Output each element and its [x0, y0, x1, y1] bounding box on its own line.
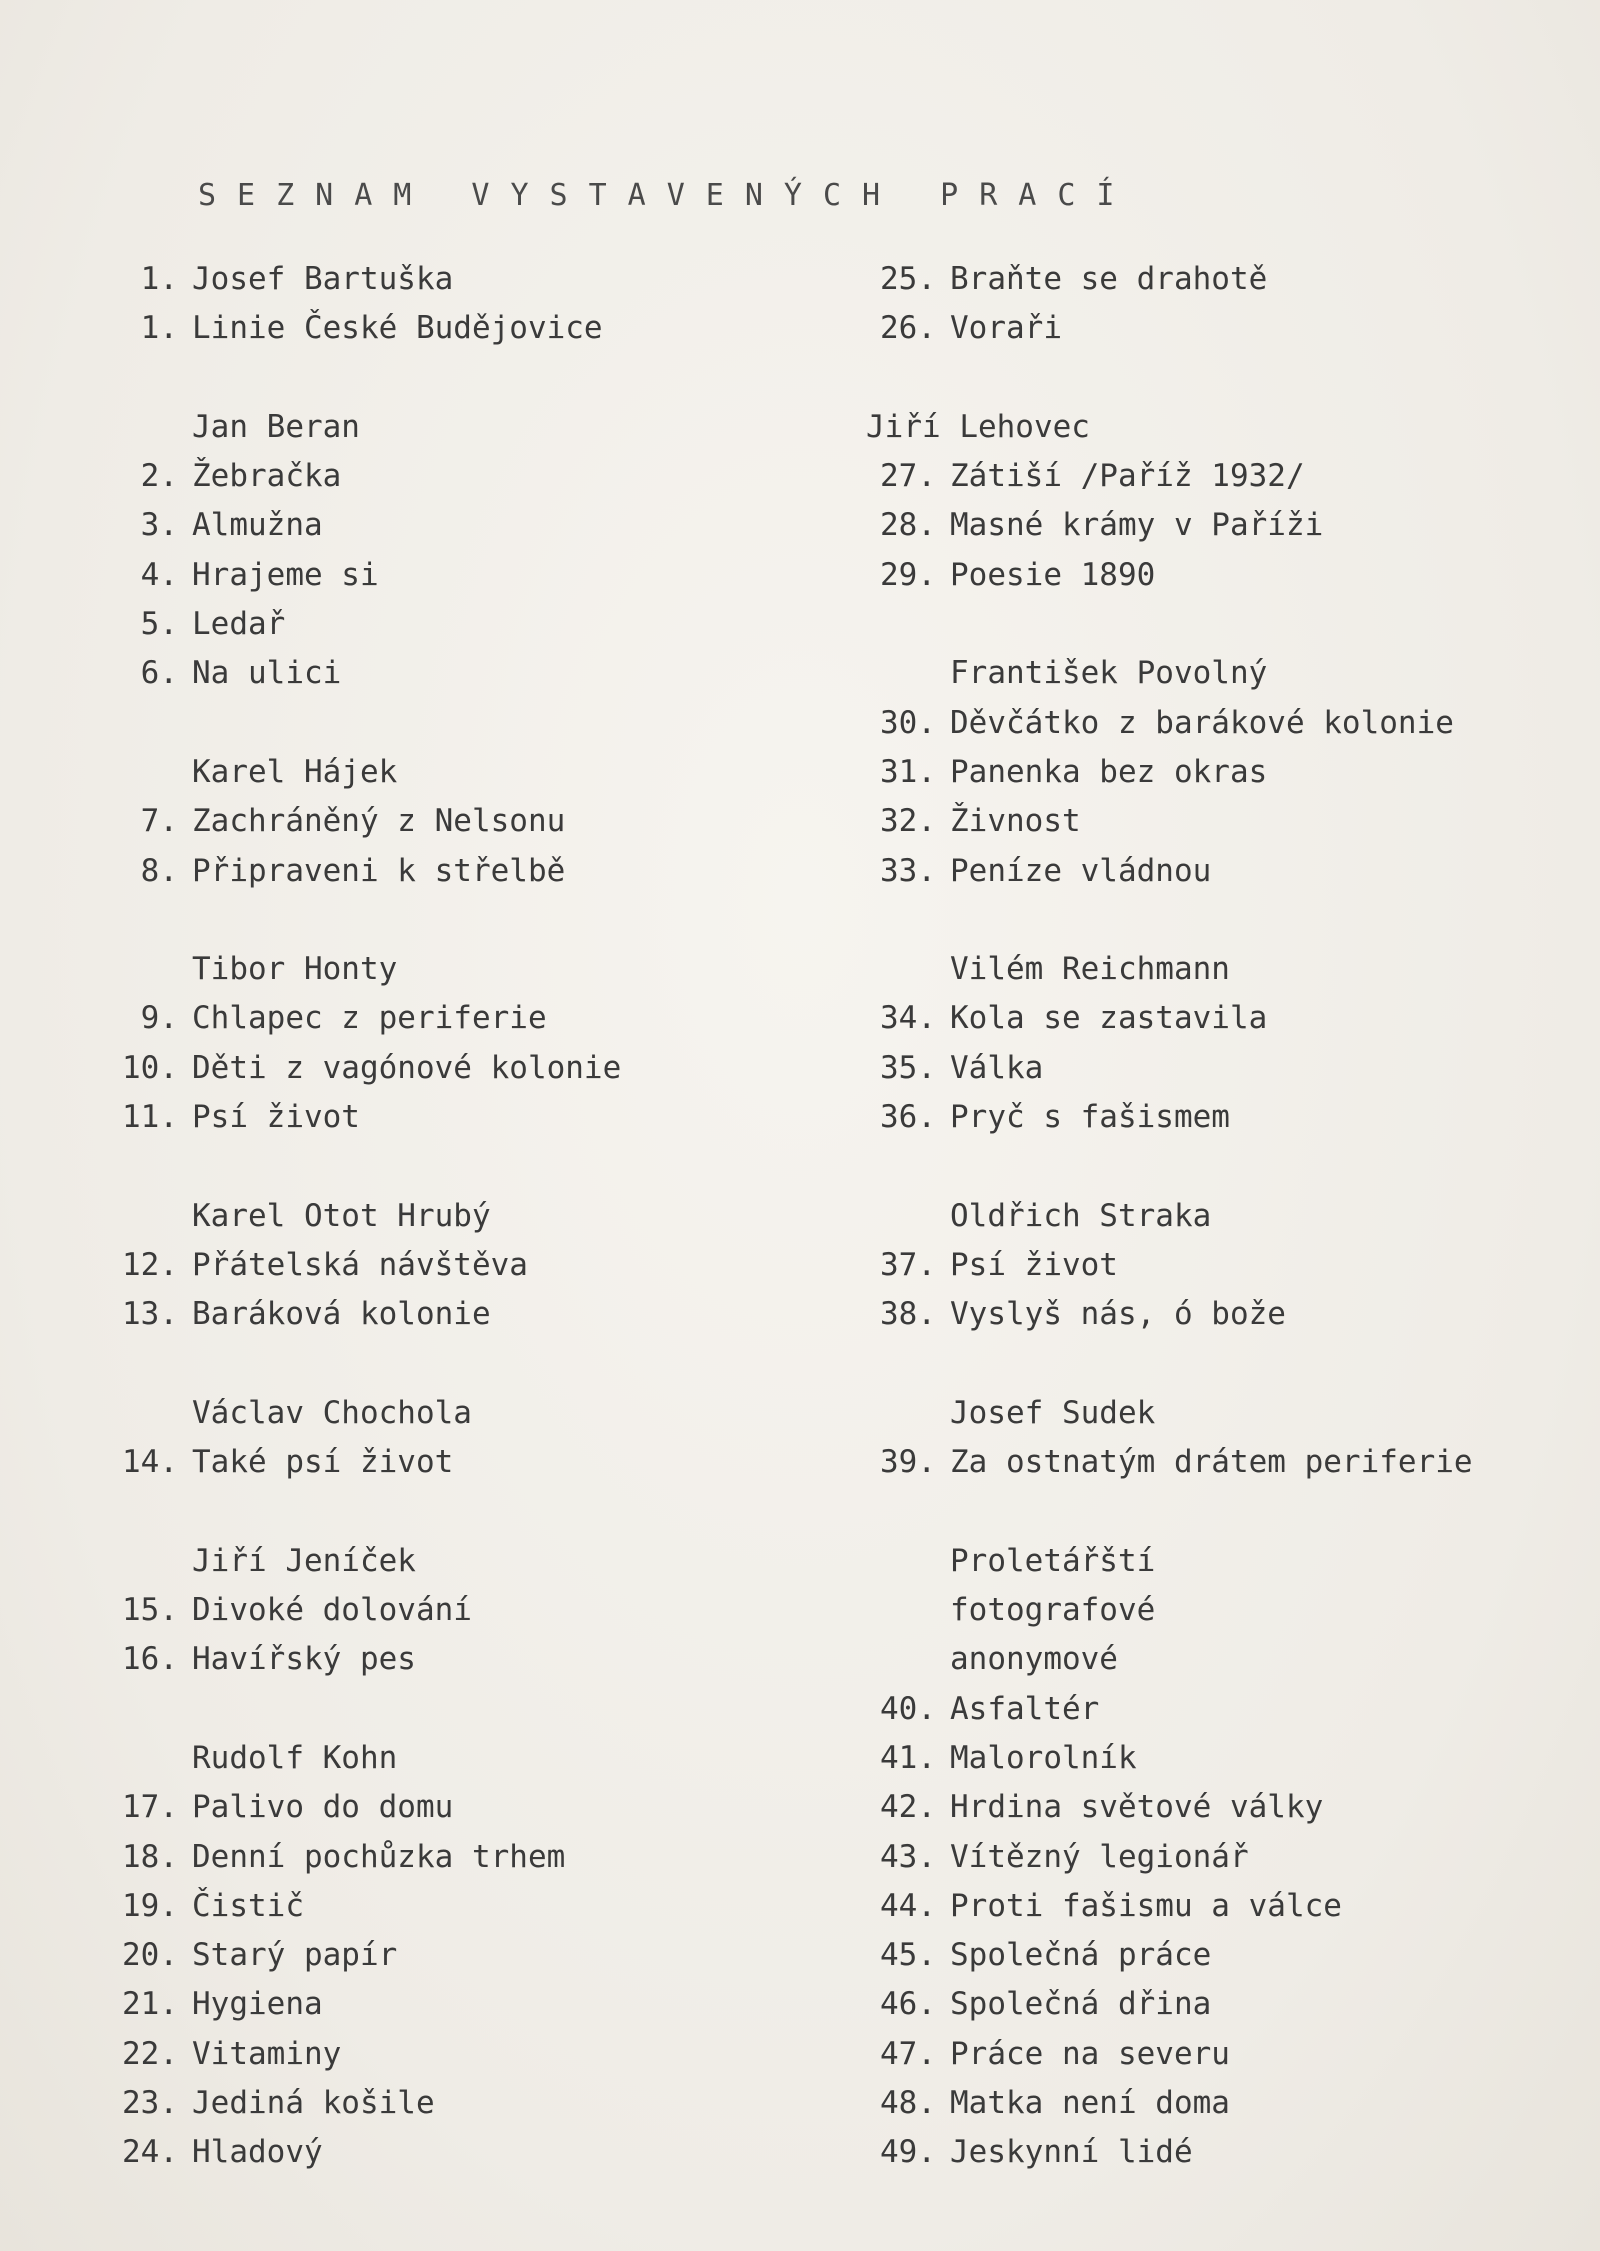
work-title: Voraři	[950, 310, 1062, 347]
spacer	[846, 354, 1566, 403]
author-name: Karel Hájek	[192, 753, 398, 790]
work-title: Hrajeme si	[192, 556, 379, 593]
spacer	[88, 699, 788, 748]
work-title: Poesie 1890	[950, 556, 1156, 593]
work-entry	[846, 1833, 1566, 1882]
entry-number: 24.	[122, 2134, 178, 2171]
author-name-line	[88, 255, 788, 304]
entry-number: 41.	[880, 1739, 936, 1776]
work-title: Hygiena	[192, 1986, 323, 2023]
author-name-line	[88, 1734, 788, 1783]
work-entry	[846, 1044, 1566, 1093]
entry-number: 23.	[122, 2084, 178, 2121]
entry-number: 34.	[880, 1000, 936, 1037]
work-entry	[846, 452, 1566, 501]
work-title: Hrdina světové války	[950, 1789, 1324, 1826]
work-entry	[88, 1783, 788, 1832]
work-title: Přátelská návštěva	[192, 1246, 528, 1283]
entry-number: 2.	[140, 458, 178, 495]
entry-number: 38.	[880, 1296, 936, 1333]
author-name: Josef Bartuška	[192, 261, 454, 297]
work-title: Proti fašismu a válce	[950, 1887, 1342, 1924]
work-entry	[846, 847, 1566, 896]
entry-number: 11.	[122, 1099, 178, 1136]
author-name: František Povolný	[950, 655, 1268, 692]
entry-number: 10.	[122, 1049, 178, 1086]
work-title: Peníze vládnou	[950, 852, 1212, 889]
entry-number: 21.	[122, 1986, 178, 2023]
work-title: Psí život	[192, 1099, 360, 1136]
author-name: Josef Sudek	[950, 1394, 1156, 1431]
work-title: Braňte se drahotě	[950, 261, 1268, 297]
author-name-line	[846, 1389, 1566, 1438]
work-entry	[846, 1882, 1566, 1931]
work-entry	[846, 2030, 1566, 2079]
entry-number: 6.	[140, 655, 178, 692]
author-name-line	[846, 403, 1566, 452]
work-title: Také psí život	[192, 1444, 454, 1481]
work-entry	[88, 1044, 788, 1093]
work-title: Malorolník	[950, 1739, 1137, 1776]
work-title: Společná dřina	[950, 1986, 1212, 2023]
entry-number: 49.	[880, 2134, 936, 2171]
work-entry	[846, 1241, 1566, 1290]
entry-number: 28.	[880, 507, 936, 544]
entry-number: 16.	[122, 1641, 178, 1678]
spacer	[88, 1142, 788, 1191]
author-name-line	[88, 748, 788, 797]
author-name-line	[846, 1635, 1566, 1684]
work-entry	[88, 1882, 788, 1931]
work-title: Živnost	[950, 803, 1081, 840]
work-entry	[846, 1980, 1566, 2029]
work-entry	[88, 600, 788, 649]
work-entry	[88, 2030, 788, 2079]
work-entry	[846, 1438, 1566, 1487]
entry-number: 19.	[122, 1887, 178, 1924]
entry-number: 25.	[880, 261, 936, 297]
author-name-line	[88, 1192, 788, 1241]
entry-number: 30.	[880, 704, 936, 741]
entry-number: 5.	[140, 606, 178, 643]
work-entry	[846, 551, 1566, 600]
work-entry	[846, 2128, 1566, 2177]
work-title: Za ostnatým drátem periferie	[950, 1444, 1473, 1481]
author-name: Oldřich Straka	[950, 1197, 1212, 1234]
work-title: Jediná košile	[192, 2084, 435, 2121]
author-name: Karel Otot Hrubý	[192, 1197, 491, 1234]
entry-number: 22.	[122, 2035, 178, 2072]
work-entry	[88, 1586, 788, 1635]
work-entry	[88, 1833, 788, 1882]
work-title: Vítězný legionář	[950, 1838, 1249, 1875]
entry-number: 40.	[880, 1690, 936, 1727]
work-entry	[88, 551, 788, 600]
work-entry	[846, 1290, 1566, 1339]
work-title: Starý papír	[192, 1937, 398, 1974]
work-entry	[846, 501, 1566, 550]
work-title: Masné krámy v Paříži	[950, 507, 1324, 544]
entry-number: 31.	[880, 753, 936, 790]
spacer	[846, 1487, 1566, 1536]
work-title: Práce na severu	[950, 2035, 1230, 2072]
author-name: Jiří Lehovec	[866, 408, 1090, 445]
work-entry	[88, 1931, 788, 1980]
work-entry	[88, 1093, 788, 1142]
work-entry	[846, 1734, 1566, 1783]
author-name: Tibor Honty	[192, 951, 398, 988]
work-entry	[88, 1290, 788, 1339]
work-title: Jeskynní lidé	[950, 2134, 1193, 2171]
work-title: Panenka bez okras	[950, 753, 1268, 790]
work-entry	[846, 1685, 1566, 1734]
author-name-line	[88, 1389, 788, 1438]
author-name: Rudolf Kohn	[192, 1739, 398, 1776]
entry-number: 1.	[140, 261, 178, 297]
work-title: Zachráněný z Nelsonu	[192, 803, 566, 840]
author-name-line	[846, 649, 1566, 698]
work-title: Psí život	[950, 1246, 1118, 1283]
work-title: Žebračka	[192, 458, 342, 495]
work-title: Kola se zastavila	[950, 1000, 1268, 1037]
author-name-line	[846, 1586, 1566, 1635]
entry-number: 29.	[880, 556, 936, 593]
author-name-line	[88, 1537, 788, 1586]
work-title: Vitaminy	[192, 2035, 342, 2072]
work-entry	[88, 1635, 788, 1684]
work-entry	[88, 1438, 788, 1487]
work-entry	[846, 699, 1566, 748]
entry-number: 42.	[880, 1789, 936, 1826]
work-entry	[88, 452, 788, 501]
work-title: Společná práce	[950, 1937, 1212, 1974]
entry-number: 37.	[880, 1246, 936, 1283]
page-title: SEZNAM VYSTAVENÝCH PRACÍ	[198, 178, 1136, 213]
entry-number: 48.	[880, 2084, 936, 2121]
right-column	[846, 255, 1566, 2178]
entry-number: 46.	[880, 1986, 936, 2023]
author-name-line	[88, 945, 788, 994]
left-column	[88, 255, 788, 2178]
entry-number: 33.	[880, 852, 936, 889]
entry-number: 36.	[880, 1099, 936, 1136]
work-title: Denní pochůzka trhem	[192, 1838, 566, 1875]
work-entry	[846, 748, 1566, 797]
work-title: Linie České Budějovice	[192, 310, 603, 347]
entry-number: 39.	[880, 1444, 936, 1481]
work-entry	[846, 304, 1566, 353]
entry-number: 18.	[122, 1838, 178, 1875]
work-entry	[846, 797, 1566, 846]
work-title: Pryč s fašismem	[950, 1099, 1230, 1136]
author-name: Jan Beran	[192, 408, 360, 445]
work-entry	[88, 649, 788, 698]
entry-number: 43.	[880, 1838, 936, 1875]
entry-number: 35.	[880, 1049, 936, 1086]
work-title: Ledař	[192, 606, 286, 643]
work-title: Divoké dolování	[192, 1592, 472, 1629]
entry-number: 26.	[880, 310, 936, 347]
work-title: Válka	[950, 1049, 1044, 1086]
work-entry	[846, 1093, 1566, 1142]
work-title: Zátiší /Paříž 1932/	[950, 458, 1305, 495]
entry-number: 44.	[880, 1887, 936, 1924]
entry-number: 32.	[880, 803, 936, 840]
entry-number: 1.	[140, 310, 178, 347]
author-name: Vilém Reichmann	[950, 951, 1230, 988]
entry-number: 13.	[122, 1296, 178, 1333]
work-title: Havířský pes	[192, 1641, 416, 1678]
spacer	[88, 354, 788, 403]
work-title: Hladový	[192, 2134, 323, 2171]
work-title: Baráková kolonie	[192, 1296, 491, 1333]
work-entry	[88, 2079, 788, 2128]
work-entry	[88, 797, 788, 846]
work-title: Děti z vagónové kolonie	[192, 1049, 622, 1086]
work-entry	[88, 1241, 788, 1290]
author-name: anonymové	[950, 1641, 1118, 1678]
spacer	[88, 1487, 788, 1536]
author-name: fotografové	[950, 1592, 1156, 1629]
work-title: Chlapec z periferie	[192, 1000, 547, 1037]
entry-number: 9.	[140, 1000, 178, 1037]
work-title: Almužna	[192, 507, 323, 544]
entry-number: 47.	[880, 2035, 936, 2072]
author-name-line	[846, 1537, 1566, 1586]
author-name-line	[846, 1192, 1566, 1241]
entry-number: 7.	[140, 803, 178, 840]
work-entry	[88, 304, 788, 353]
entry-number: 45.	[880, 1937, 936, 1974]
entry-number: 8.	[140, 852, 178, 889]
work-entry	[88, 501, 788, 550]
work-entry	[846, 1931, 1566, 1980]
entry-number: 12.	[122, 1246, 178, 1283]
work-entry	[846, 1783, 1566, 1832]
work-entry	[88, 847, 788, 896]
spacer	[88, 896, 788, 945]
spacer	[846, 600, 1566, 649]
work-entry	[846, 994, 1566, 1043]
spacer	[88, 1685, 788, 1734]
entry-number: 17.	[122, 1789, 178, 1826]
work-title: Palivo do domu	[192, 1789, 454, 1826]
entry-number: 3.	[140, 507, 178, 544]
work-entry	[846, 255, 1566, 304]
work-title: Čistič	[192, 1887, 304, 1924]
entry-number: 27.	[880, 458, 936, 495]
author-name-line	[846, 945, 1566, 994]
author-name-line	[88, 403, 788, 452]
work-title: Asfaltér	[950, 1690, 1100, 1727]
spacer	[88, 1340, 788, 1389]
work-entry	[88, 1980, 788, 2029]
author-name: Václav Chochola	[192, 1394, 472, 1431]
work-title: Na ulici	[192, 655, 342, 692]
work-entry	[846, 2079, 1566, 2128]
entry-number: 4.	[140, 556, 178, 593]
work-title: Vyslyš nás, ó bože	[950, 1296, 1286, 1333]
entry-number: 15.	[122, 1592, 178, 1629]
work-title: Připraveni k střelbě	[192, 852, 566, 889]
spacer	[846, 1340, 1566, 1389]
author-name: Jiří Jeníček	[192, 1542, 416, 1579]
work-title: Matka není doma	[950, 2084, 1230, 2121]
author-name: Proletářští	[950, 1542, 1156, 1579]
entry-number: 14.	[122, 1444, 178, 1481]
spacer	[846, 1142, 1566, 1191]
work-title: Děvčátko z barákové kolonie	[950, 704, 1454, 741]
work-entry	[88, 2128, 788, 2177]
spacer	[846, 896, 1566, 945]
entry-number: 20.	[122, 1937, 178, 1974]
work-entry	[88, 994, 788, 1043]
